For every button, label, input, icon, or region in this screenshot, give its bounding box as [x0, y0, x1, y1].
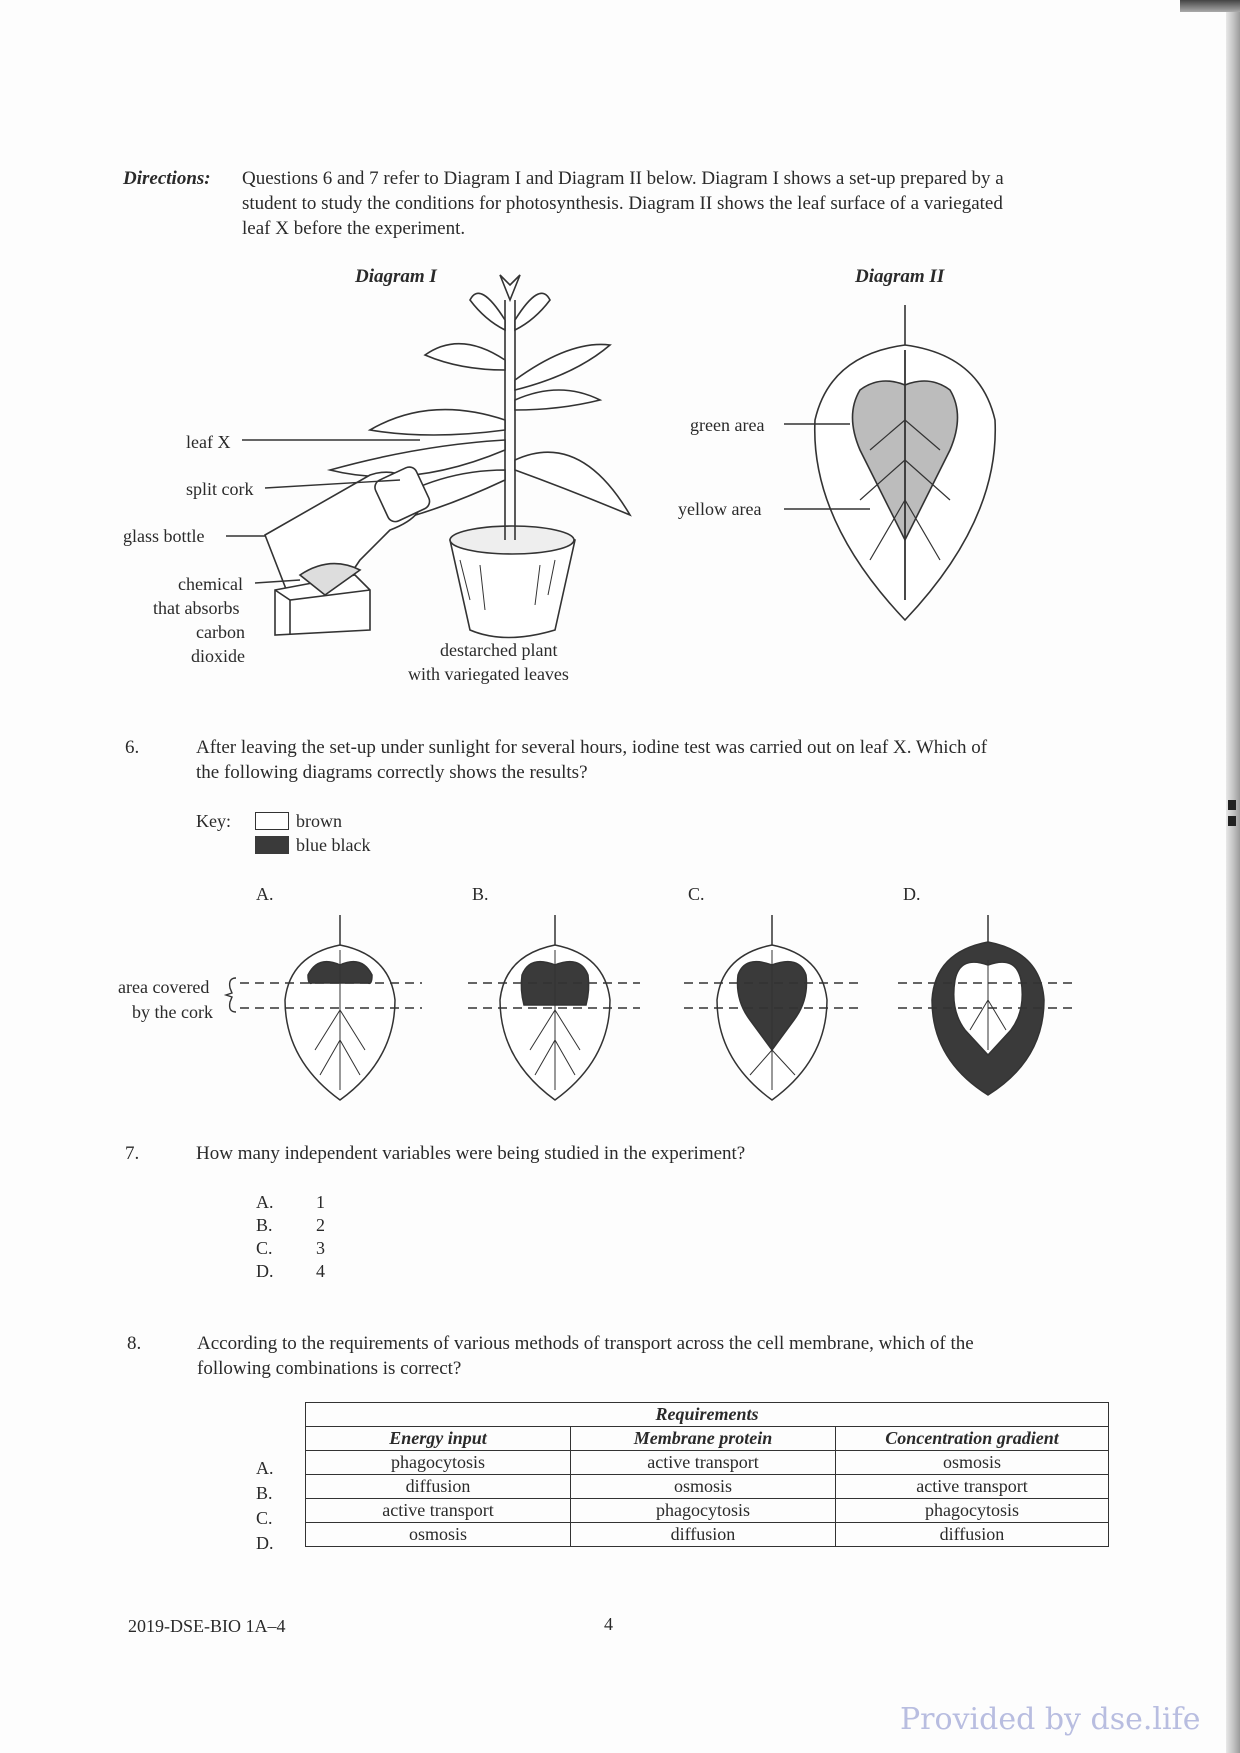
q6-option-d-label: D.: [903, 884, 921, 904]
q7-option-a-value: 1: [316, 1192, 325, 1212]
q8-row-b-letter: B.: [256, 1483, 273, 1503]
key-blue-black-label: blue black: [296, 835, 371, 855]
q6-key-label: Key:: [196, 811, 231, 831]
directions-line-3: leaf X before the experiment.: [242, 218, 466, 239]
label-carbon: carbon: [196, 622, 245, 642]
q7-option-c-letter: C.: [256, 1238, 273, 1258]
label-variegated-leaves: with variegated leaves: [408, 664, 569, 684]
q7-number: 7.: [125, 1143, 140, 1164]
cork-area-label-1: area covered: [118, 977, 210, 997]
cork-area-label-2: by the cork: [132, 1002, 213, 1022]
q8-requirements-table: [305, 1402, 1109, 1547]
table-cell: phagocytosis: [570, 1499, 835, 1523]
q6-option-b-label: B.: [472, 884, 489, 904]
q7-option-c-value: 3: [316, 1238, 325, 1258]
table-cell: diffusion: [570, 1523, 835, 1547]
watermark-link[interactable]: Provided by dse.life: [900, 1702, 1201, 1737]
q7-option-b-letter: B.: [256, 1215, 273, 1235]
label-dioxide: dioxide: [191, 646, 245, 666]
q6-leaf-d: [932, 915, 1044, 1095]
label-glass-bottle: glass bottle: [123, 526, 205, 546]
q6-option-a-label: A.: [256, 884, 274, 904]
directions-line-2: student to study the conditions for photosynthesis. Diagram II shows the leaf surface of a variegated: [242, 193, 1003, 214]
table-cell: osmosis: [570, 1475, 835, 1499]
q7-option-d-letter: D.: [256, 1261, 274, 1281]
q7-option-a-letter: A.: [256, 1192, 274, 1212]
table-row: [306, 1499, 1109, 1523]
footer-paper-code: 2019-DSE-BIO 1A–4: [128, 1616, 286, 1636]
table-cell: diffusion: [306, 1475, 571, 1499]
directions-label: Directions:: [123, 168, 211, 189]
label-green-area: green area: [690, 415, 765, 435]
q8-row-a-letter: A.: [256, 1458, 274, 1478]
label-yellow-area: yellow area: [678, 499, 762, 519]
q6-text-line-2: the following diagrams correctly shows the results?: [196, 762, 588, 783]
table-cell: osmosis: [835, 1451, 1108, 1475]
label-that-absorbs: that absorbs: [153, 598, 240, 618]
label-chemical: chemical: [178, 574, 243, 594]
table-cell: diffusion: [835, 1523, 1108, 1547]
q8-row-d-letter: D.: [256, 1533, 274, 1553]
q7-option-b-value: 2: [316, 1215, 325, 1235]
diagram-2-title: Diagram II: [855, 266, 945, 287]
label-leaf-x: leaf X: [186, 432, 231, 452]
col-header-energy-input: Energy input: [306, 1427, 571, 1451]
table-row: [306, 1451, 1109, 1475]
diagram-1-title: Diagram I: [355, 266, 437, 287]
q8-text-line-1: According to the requirements of various methods of transport across the cell membrane, which of the: [197, 1333, 974, 1354]
label-destarched-plant: destarched plant: [440, 640, 558, 660]
table-cell: active transport: [306, 1499, 571, 1523]
q7-text: How many independent variables were being studied in the experiment?: [196, 1143, 746, 1164]
table-row: [306, 1523, 1109, 1547]
table-header-row: [306, 1427, 1109, 1451]
table-cell: active transport: [570, 1451, 835, 1475]
q8-row-c-letter: C.: [256, 1508, 273, 1528]
col-header-membrane-protein: Membrane protein: [570, 1427, 835, 1451]
q6-option-c-label: C.: [688, 884, 705, 904]
table-super-header-row: [306, 1403, 1109, 1427]
q7-option-d-value: 4: [316, 1261, 325, 1281]
table-cell: phagocytosis: [835, 1499, 1108, 1523]
q6-number: 6.: [125, 737, 140, 758]
col-header-concentration-gradient: Concentration gradient: [835, 1427, 1108, 1451]
directions-line-1: Questions 6 and 7 refer to Diagram I and Diagram II below. Diagram I shows a set-up prepared by a: [242, 168, 1004, 189]
q8-text-line-2: following combinations is correct?: [197, 1358, 462, 1379]
table-cell: osmosis: [306, 1523, 571, 1547]
key-brown-label: brown: [296, 811, 342, 831]
cork-area-brace: [226, 978, 236, 1012]
table-row: [306, 1475, 1109, 1499]
table-cell: phagocytosis: [306, 1451, 571, 1475]
footer-page-number: 4: [604, 1614, 613, 1634]
q8-number: 8.: [127, 1333, 142, 1354]
label-split-cork: split cork: [186, 479, 254, 499]
q6-text-line-1: After leaving the set-up under sunlight for several hours, iodine test was carried out on leaf X. Which of: [196, 737, 988, 758]
table-super-header: Requirements: [306, 1403, 1109, 1427]
table-cell: active transport: [835, 1475, 1108, 1499]
